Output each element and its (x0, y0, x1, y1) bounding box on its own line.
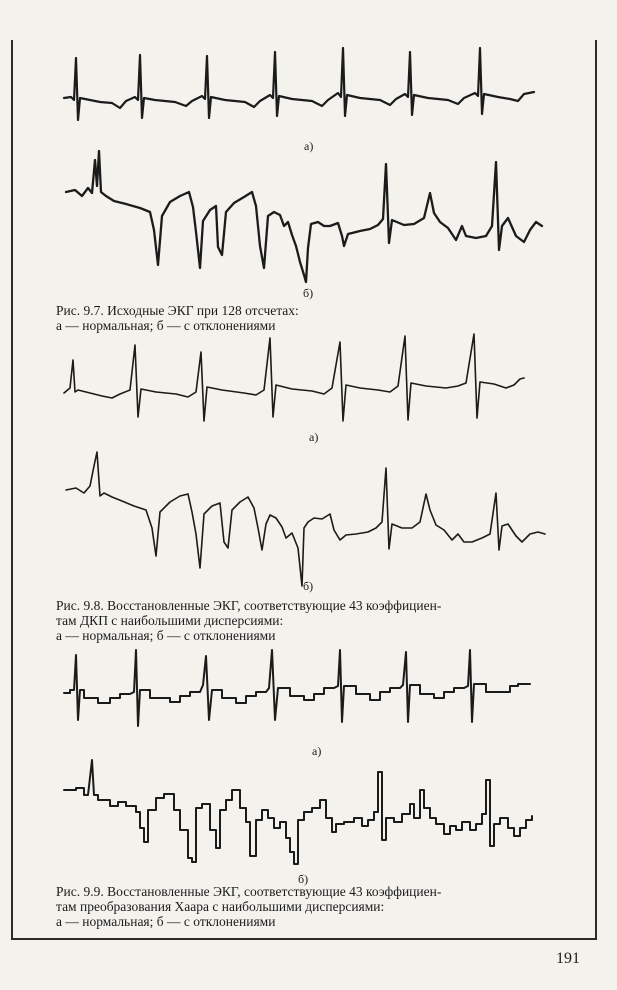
caption-line: Рис. 9.8. Восстановленные ЭКГ, соответствующие 43 коэффициен- (56, 598, 442, 613)
figure-label-b: б) (298, 872, 309, 886)
ecg-trace-abnormal-dct (0, 448, 617, 588)
figure-label-a: а) (312, 744, 322, 758)
ecg-trace-abnormal-original (0, 145, 617, 290)
figure-caption-9-7 (56, 303, 556, 333)
caption-line: а — нормальная; б — с отклонениями (56, 628, 276, 643)
ecg-trace-normal-haar (0, 645, 617, 735)
figure-caption-9-9 (56, 884, 556, 929)
page-frame-bottom (11, 938, 596, 940)
figure-label-b: б) (303, 286, 314, 300)
page-number: 191 (556, 950, 580, 967)
caption-line: Рис. 9.7. Исходные ЭКГ при 128 отсчетах: (56, 303, 299, 318)
ecg-trace-normal-dct (0, 335, 617, 430)
caption-line: а — нормальная; б — с отклонениями (56, 914, 276, 929)
caption-line: Рис. 9.9. Восстановленные ЭКГ, соответствующие 43 коэффициен- (56, 884, 442, 899)
ecg-trace-normal-original (0, 40, 617, 130)
figure-label-a: а) (309, 430, 319, 444)
figure-caption-9-8 (56, 598, 556, 643)
figure-label-b: б) (303, 579, 314, 593)
caption-line: там преобразования Хаара с наибольшими дисперсиями: (56, 899, 385, 914)
figure-label-a: а) (304, 139, 314, 153)
ecg-trace-abnormal-haar (0, 753, 617, 873)
caption-line: там ДКП с наибольшими дисперсиями: (56, 613, 284, 628)
caption-line: а — нормальная; б — с отклонениями (56, 318, 276, 333)
